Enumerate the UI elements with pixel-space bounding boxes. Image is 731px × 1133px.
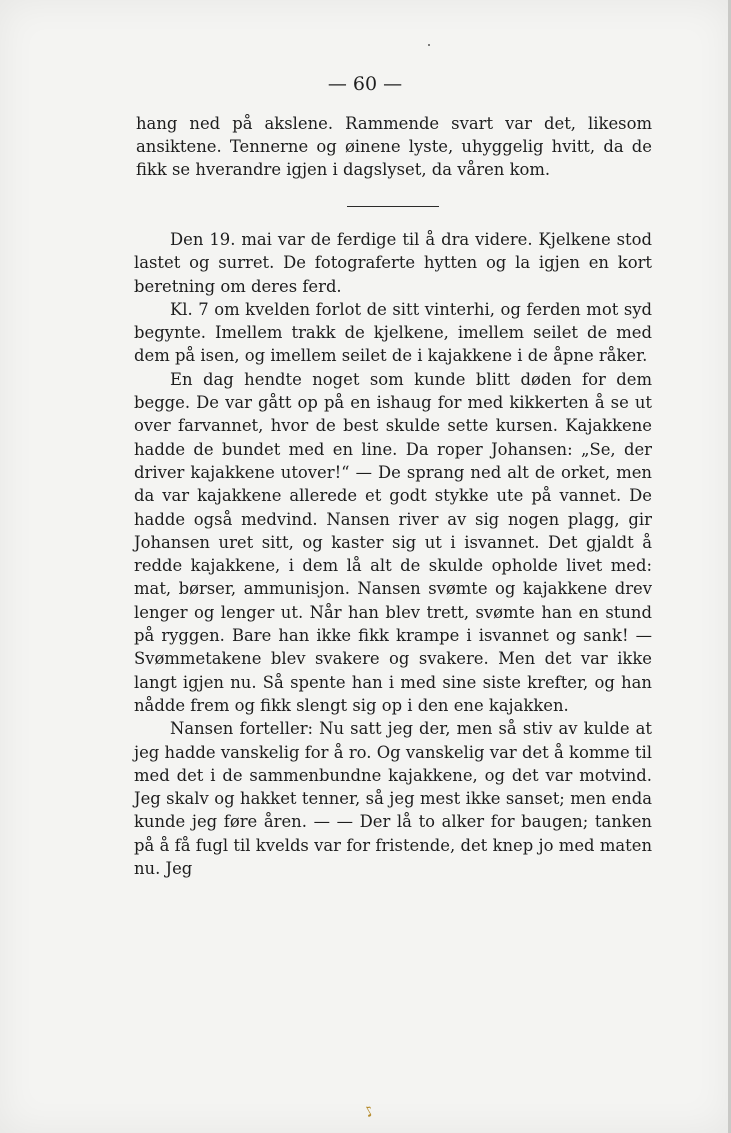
paragraph: Kl. 7 om kvelden forlot de sitt vinterhi, og ferden mot syd begynte. Imellem trakk de kjelkene, imellem seilet de med dem på isen, og imellem seilet de i kajakkene i de åpne råker. — [134, 299, 652, 366]
stray-ink-mark: ♪ — [361, 1102, 378, 1122]
paragraph: Nansen forteller: Nu satt jeg der, men så stiv av kulde at jeg hadde vanskelig for å ro. Og vanskelig var det å komme til med det i de sammenbundne kajakkene, og det var motvind. Jeg skalv og hakket tenner, så jeg mest ikke sanset; men enda kunde jeg føre åren. — — Der lå to alker for baugen; tanken på å få fugl til kvelds var for fristende, det knep jo med maten nu. Jeg — [134, 719, 652, 879]
paragraph: En dag hendte noget som kunde blitt døden for dem begge. De var gått op på en ishaug for med kikkerten å se ut over farvannet, hvor de best skulde sette kursen. Kajakkene hadde de bundet med en line. Da roper Johansen: „Se, der driver kajakkene utover!“ — De sprang ned alt de orket, men da var kajakkene allerede et godt stykke ute på vannet. De hadde også medvind. Nansen river av sig nogen plagg, gir Johansen uret sitt, og kaster sig ut i isvannet. Det gjaldt å redde kajakkene, i dem lå alt de skulde opholde livet med: mat, børser, ammunisjon. Nansen svømte og kajakkene drev lenger og lenger ut. Når han blev trett, svømte han en stund på ryggen. Bare han ikke fikk krampe i isvannet og sank! — Svømmetakene blev svakere og svakere. Men det var ikke langt igjen nu. Så spente han i med sine siste krefter, og han nådde frem og fikk slengt sig op i den ene kajakken. — [134, 369, 652, 715]
paragraph: Den 19. mai var de ferdige til å dra videre. Kjelkene stod lastet og surret. De fotograferte hytten og la igjen en kort beretning om deres ferd. — [134, 230, 652, 296]
section-divider — [347, 206, 439, 207]
opening-text — [136, 112, 652, 182]
page-number: — 60 — — [327, 73, 403, 95]
body-text — [134, 228, 652, 880]
stray-dot — [428, 44, 430, 46]
opening-paragraph: hang ned på akslene. Rammende svart var det, likesom ansiktene. Tennerne og øinene lyste, uhyggelig hvitt, da de fikk se hverandre igjen i dagslyset, da våren kom. — [136, 114, 652, 180]
